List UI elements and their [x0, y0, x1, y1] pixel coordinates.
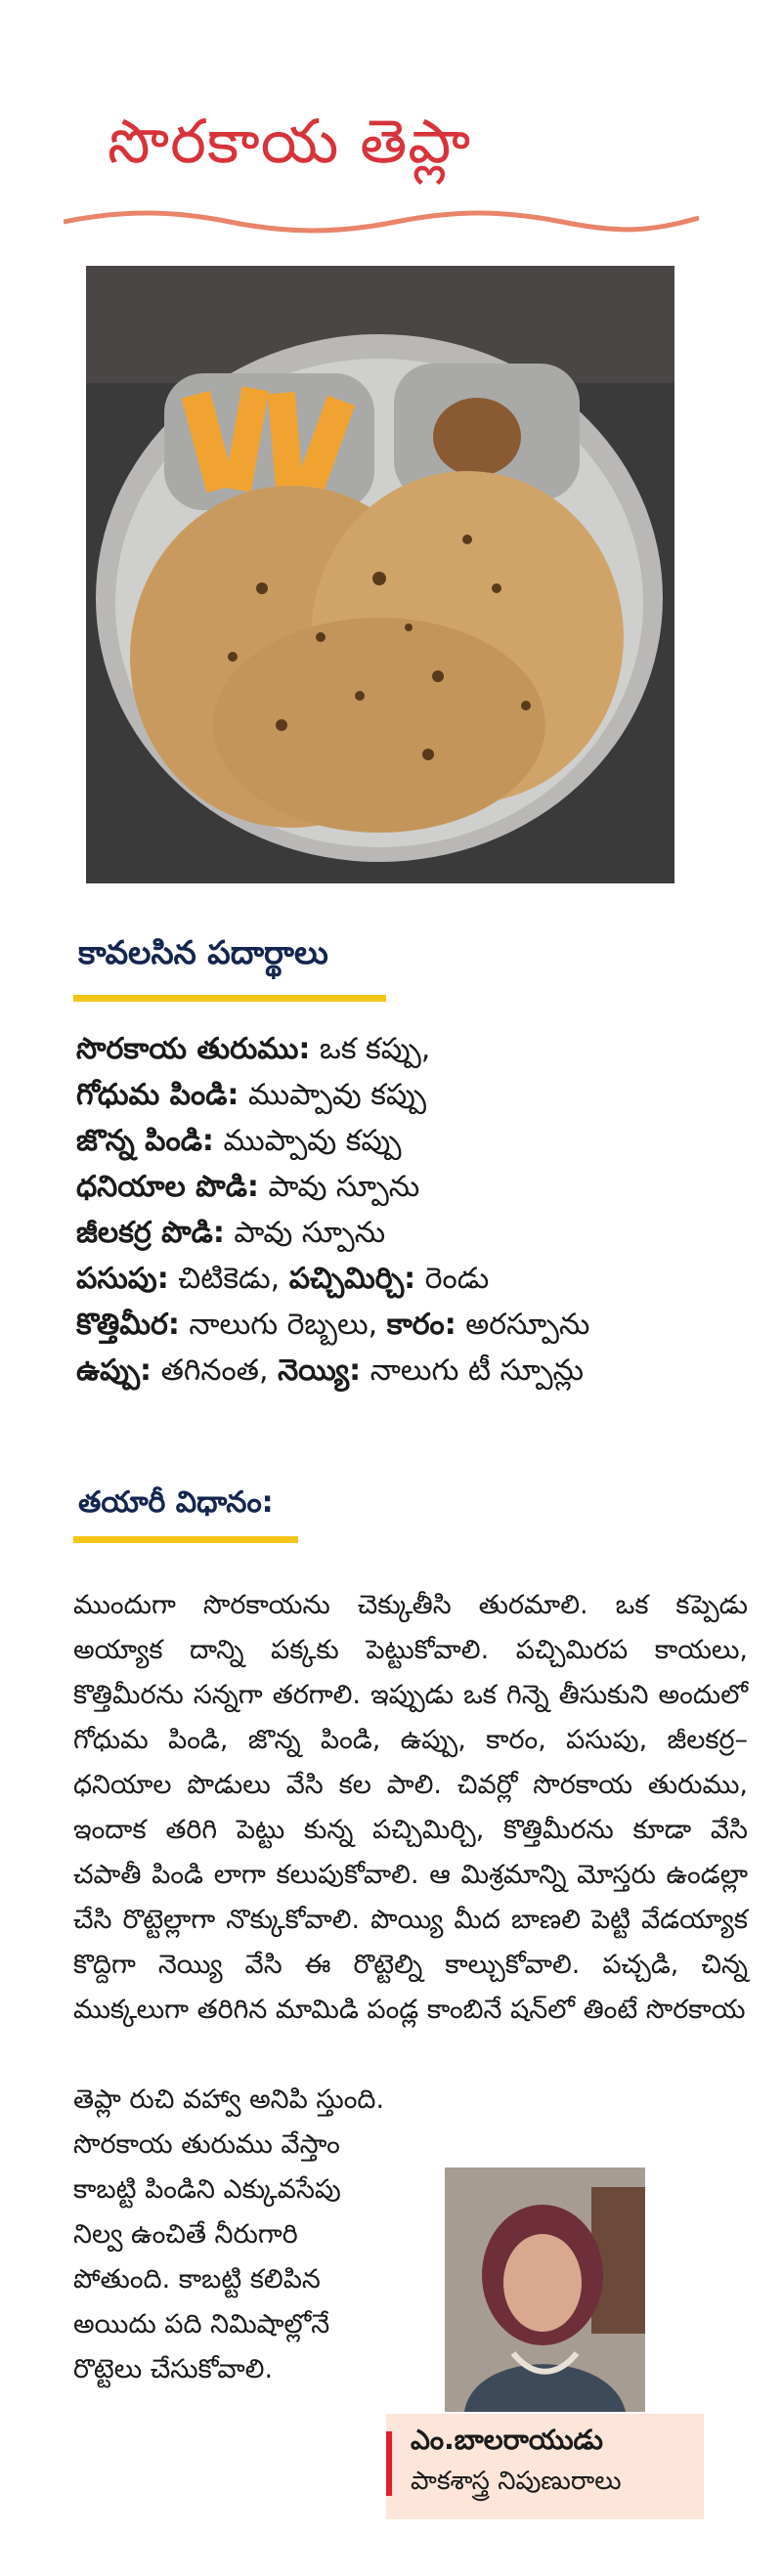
- ingredient-quantity: రెండు: [415, 1262, 490, 1296]
- author-role: పాకశాస్త్ర నిపుణురాలు: [411, 2467, 622, 2496]
- author-accent-bar: [386, 2431, 392, 2496]
- dish-photo: [86, 266, 674, 883]
- ingredient-row: [76, 1302, 760, 1348]
- ingredient-row: [76, 1072, 760, 1118]
- method-paragraph-continued: తెప్లా రుచి వహ్వా అనిపి స్తుంది. సొరకాయ తురుము వేస్తాం కాబట్టి పిండిని ఎక్కువసేపు నిల్వ ఉంచితే నీరుగారి పోతుంది. కాబట్టి కలిపిన అయిదు పది నిమిషాల్లోనే రొట్టెలు చేసుకోవాలి.: [73, 2084, 385, 2384]
- ingredient-row: [76, 1348, 760, 1394]
- ingredient-name: పచ్చిమిర్చి:: [288, 1262, 416, 1296]
- ingredient-row: [76, 1210, 760, 1256]
- ingredient-quantity: అరస్పూను: [456, 1308, 590, 1342]
- ingredient-quantity: చిటికెడు,: [168, 1262, 289, 1296]
- ingredient-row: [76, 1164, 760, 1210]
- ingredient-name: జొన్న పిండి:: [76, 1124, 214, 1158]
- author-name: ఎం.బాలరాయుడు: [411, 2424, 603, 2456]
- ingredient-quantity: ఒక కప్పు,: [310, 1032, 431, 1066]
- author-photo: [445, 2168, 645, 2412]
- ingredient-row: [76, 1118, 760, 1164]
- ingredient-quantity: ముప్పావు కప్పు: [239, 1078, 427, 1112]
- ingredient-name: కారం:: [386, 1308, 456, 1342]
- method-heading: తయారీ విధానం:: [78, 1485, 274, 1520]
- ingredient-quantity: తగినంత,: [152, 1353, 279, 1388]
- ingredients-heading: కావలసిన పదార్థాలు: [78, 933, 328, 971]
- ingredient-row: [76, 1026, 760, 1072]
- ingredient-quantity: పావు స్పూను: [224, 1216, 386, 1250]
- ingredient-quantity: ముప్పావు కప్పు: [213, 1124, 402, 1158]
- ingredients-list: [76, 1026, 760, 1394]
- ingredient-row: [76, 1256, 760, 1302]
- ingredient-quantity: నాలుగు రెబ్బలు,: [179, 1308, 387, 1342]
- ingredient-quantity: పావు స్పూను: [258, 1170, 420, 1204]
- ingredient-name: సొరకాయ తురుము:: [76, 1032, 311, 1066]
- ingredient-name: ఉప్పు:: [76, 1353, 152, 1388]
- ingredient-name: నెయ్యి:: [278, 1353, 362, 1388]
- ingredients-heading-underline: [73, 995, 386, 1002]
- title-underline-wave: [64, 200, 699, 239]
- ingredient-name: పసుపు:: [76, 1262, 169, 1296]
- ingredient-name: గోధుమ పిండి:: [76, 1078, 239, 1112]
- page-title: సొరకాయ తెప్లా: [108, 106, 472, 177]
- ingredient-name: కొత్తిమీర:: [76, 1308, 180, 1342]
- ingredient-quantity: నాలుగు టీ స్పూన్లు: [361, 1353, 584, 1388]
- ingredient-name: జీలకర్ర పొడి:: [76, 1216, 225, 1250]
- method-paragraph: ముందుగా సొరకాయను చెక్కుతీసి తురమాలి. ఒక కప్పెడు అయ్యాక దాన్ని పక్కకు పెట్టుకోవాలి. పచ్చిమిరప కాయలు, కొత్తిమీరను సన్నగా తరగాలి. ఇప్పుడు ఒక గిన్నె తీసుకుని అందులో గోధుమ పిండి, జొన్న పిండి, ఉప్పు, కారం, పసుపు, జీలకర్ర–ధనియాల పొడులు వేసి కల పాలి. చివర్లో సొరకాయ తురుము, ఇందాక తరిగి పెట్టు కున్న పచ్చిమిర్చి, కొత్తిమీరను కూడా వేసి చపాతీ పిండి లాగా కలుపుకోవాలి. ఆ మిశ్రమాన్ని మోస్తరు ఉండల్లా చేసి రొట్టెల్లాగా నొక్కుకోవాలి. పొయ్యి మీద బాణలి పెట్టి వేడయ్యాక కొద్దిగా నెయ్యి వేసి ఈ రొట్టెల్ని కాల్చుకోవాలి. పచ్చడి, చిన్న ముక్కలుగా తరిగిన మామిడి పండ్ల కాంబినే షన్‌లో తింటే సొరకాయ: [73, 1590, 748, 2025]
- method-heading-underline: [73, 1536, 298, 1543]
- ingredient-name: ధనియాల పొడి:: [76, 1170, 259, 1204]
